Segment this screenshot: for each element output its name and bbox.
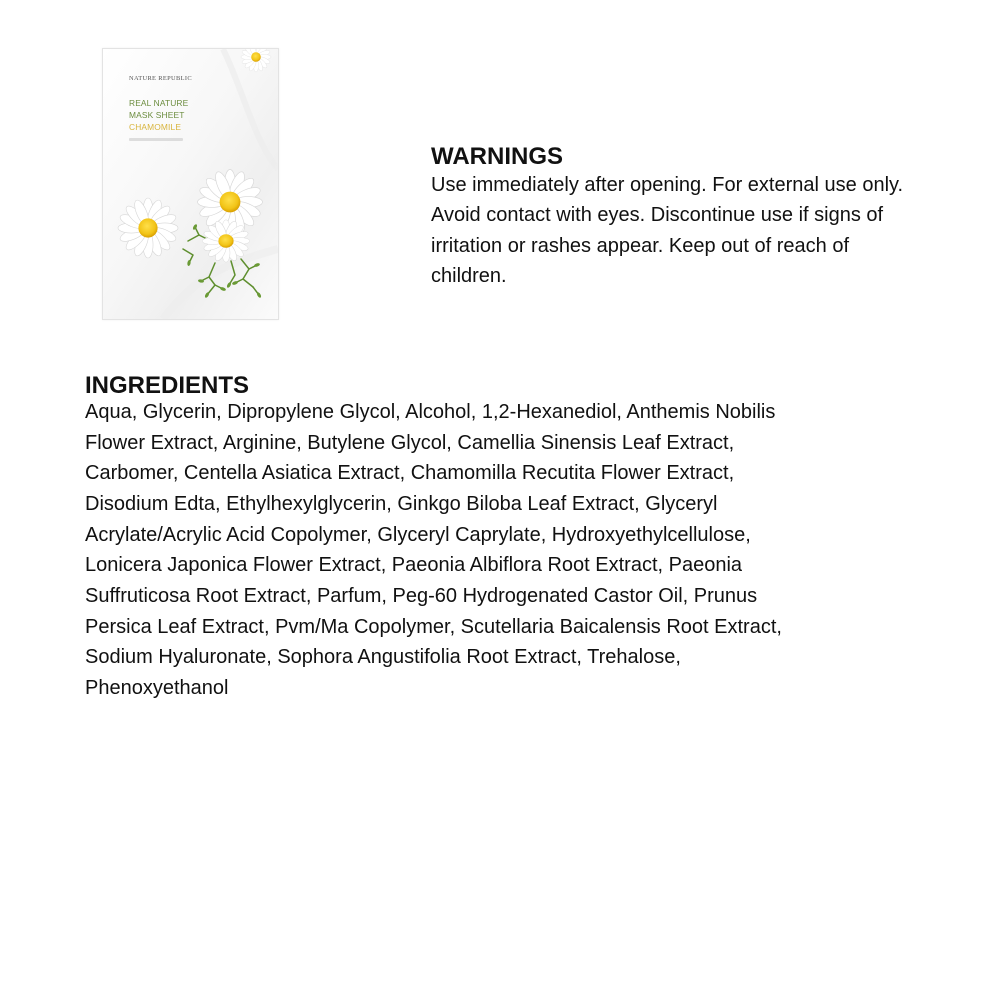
warnings-line: Use immediately after opening. For external use only.	[431, 174, 904, 196]
ingredients-line: Suffruticosa Root Extract, Parfum, Peg-60 Hydrogenated Castor Oil, Prunus	[85, 584, 758, 607]
ingredients-line: Acrylate/Acrylic Acid Copolymer, Glyceryl Caprylate, Hydroxyethylcellulose,	[85, 523, 751, 546]
ingredients-heading: INGREDIENTS	[85, 372, 250, 399]
warnings-line: children.	[431, 265, 507, 288]
ingredients-line: Lonicera Japonica Flower Extract, Paeonia Albiflora Root Extract, Paeonia	[85, 554, 743, 577]
chamomile-artwork	[103, 49, 278, 319]
warnings-heading: WARNINGS	[431, 143, 563, 170]
packet-brand: NATURE REPUBLIC	[129, 75, 192, 82]
packet-line-mask-sheet: MASK SHEET	[129, 110, 185, 120]
ingredients-line: Flower Extract, Arginine, Butylene Glycol, Camellia Sinensis Leaf Extract,	[85, 431, 735, 454]
warnings-line: Avoid contact with eyes. Discontinue use if signs of	[431, 204, 884, 227]
ingredients-line: Aqua, Glycerin, Dipropylene Glycol, Alcohol, 1,2-Hexanediol, Anthemis Nobilis	[85, 401, 776, 423]
ingredients-line: Persica Leaf Extract, Pvm/Ma Copolymer, Scutellaria Baicalensis Root Extract,	[85, 615, 782, 638]
ingredients-text	[85, 397, 782, 704]
warnings-text	[431, 170, 903, 292]
chamomile-flower-small	[202, 220, 250, 263]
product-mask-sheet-image	[102, 48, 279, 320]
packet-korean-subtitle-graphic	[129, 138, 183, 141]
warnings-line: irritation or rashes appear. Keep out of reach of	[431, 234, 850, 257]
ingredients-line: Phenoxyethanol	[85, 676, 229, 699]
ingredients-line: Disodium Edta, Ethylhexylglycerin, Ginkgo Biloba Leaf Extract, Glyceryl	[85, 492, 718, 515]
chamomile-flower-left	[118, 198, 178, 258]
packet-variant: CHAMOMILE	[129, 122, 182, 132]
ingredients-line: Carbomer, Centella Asiatica Extract, Chamomilla Recutita Flower Extract,	[85, 462, 735, 485]
packet-line-real-nature: REAL NATURE	[129, 98, 189, 108]
ingredients-line: Sodium Hyaluronate, Sophora Angustifolia Root Extract, Trehalose,	[85, 646, 681, 669]
